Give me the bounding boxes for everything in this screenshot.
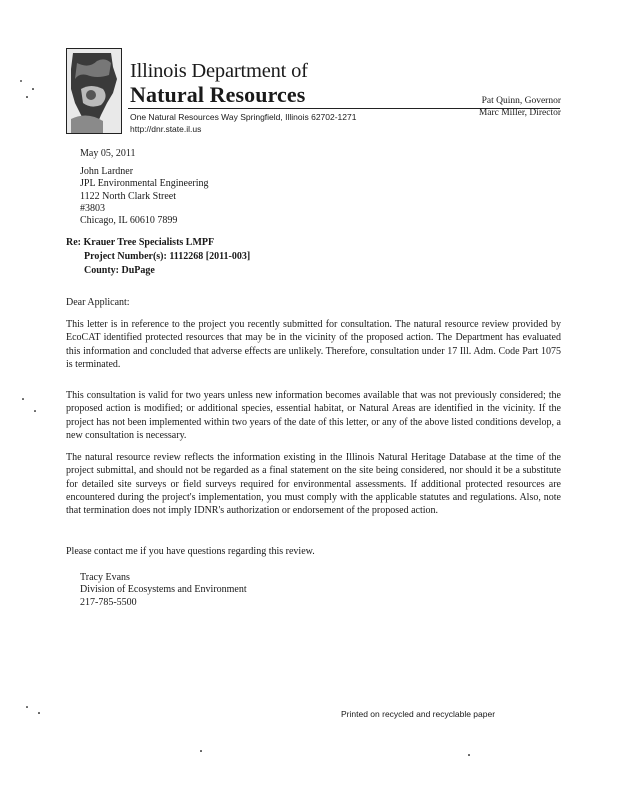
- scan-speck: [32, 88, 34, 90]
- recipient-street: 1122 North Clark Street: [80, 190, 177, 202]
- closing-line: Please contact me if you have questions regarding this review.: [66, 546, 315, 557]
- recipient-address-block: [80, 166, 209, 227]
- scan-speck: [34, 410, 36, 412]
- re-subject: Re: Krauer Tree Specialists LMPF: [66, 237, 215, 248]
- department-name-line2: Natural Resources: [130, 82, 306, 107]
- governor-name: Pat Quinn, Governor: [481, 96, 561, 106]
- recycled-paper-note: Printed on recycled and recyclable paper: [341, 709, 496, 719]
- signature-block: [80, 572, 247, 609]
- scan-speck: [200, 750, 202, 752]
- re-block: [66, 236, 250, 278]
- letter-date: May 05, 2011: [80, 148, 136, 159]
- salutation: Dear Applicant:: [66, 297, 130, 308]
- recipient-name: John Lardner: [80, 166, 134, 177]
- body-paragraph-2: This consultation is valid for two years unless new information becomes available that was not previously considered; the proposed action is modified; or additional species, essential habitat, or Natural Areas are identified in the vicinity. If the project has not been implemented within two years of the date of this letter, or any of the above listed conditions develop, a new consultation is necessary.: [66, 390, 561, 441]
- signer-name: Tracy Evans: [80, 572, 130, 583]
- scan-speck: [26, 96, 28, 98]
- idnr-logo: [66, 48, 122, 134]
- scan-speck: [22, 398, 24, 400]
- scan-speck: [38, 712, 40, 714]
- recipient-company: JPL Environmental Engineering: [80, 178, 209, 190]
- body-paragraph-1: This letter is in reference to the project you recently submitted for consultation. The natural resource review provided by EcoCAT identified protected resources that may be in the vicinity of the proposed action. The Department has evaluated this information and concluded that adverse effects are unlikely. Therefore, consultation under 17 Ill. Adm. Code Part 1075 is terminated.: [66, 319, 561, 370]
- county: County: DuPage: [84, 265, 155, 276]
- department-address: One Natural Resources Way Springfield, Illinois 62702-1271: [130, 112, 357, 122]
- scan-speck: [26, 706, 28, 708]
- project-number: Project Number(s): 1112268 [2011-003]: [84, 251, 251, 262]
- director-name: Marc Miller, Director: [478, 108, 561, 118]
- department-name-line1: Illinois Department of: [130, 60, 308, 82]
- scan-speck: [20, 80, 22, 82]
- recipient-city: Chicago, IL 60610 7899: [80, 215, 178, 227]
- signer-division: Division of Ecosystems and Environment: [80, 584, 247, 596]
- signer-phone: 217-785-5500: [80, 596, 137, 608]
- department-url: http://dnr.state.il.us: [130, 124, 202, 134]
- scan-speck: [468, 754, 470, 756]
- recipient-suite: #3803: [80, 202, 105, 214]
- body-paragraph-3: The natural resource review reflects the information existing in the Illinois Natural Heritage Database at the time of the project submittal, and should not be regarded as a final statement on the site being considered, nor should it be a substitute for detailed site surveys or field surveys required for environmental assessments. If additional protected resources are encountered during the project's implementation, you must comply with the applicable statutes and regulations. Also, note that termination does not imply IDNR's authorization or endorsement of the proposed action.: [66, 452, 561, 517]
- illinois-map-logo-graphic: [67, 49, 121, 133]
